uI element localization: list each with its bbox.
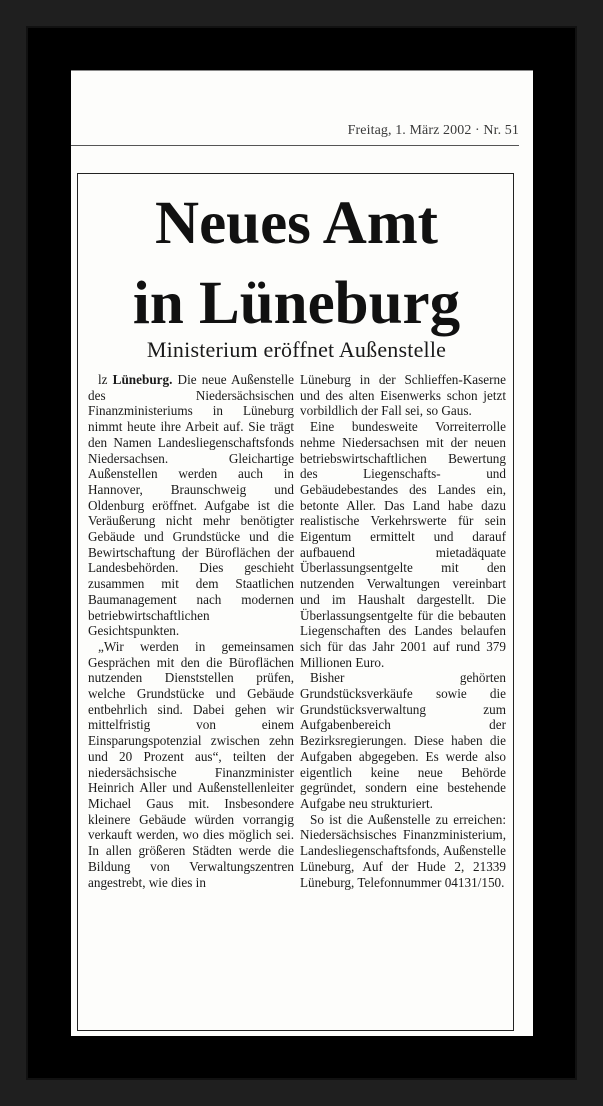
headline-line-1: Neues Amt [155,190,438,257]
article-box [77,173,514,1031]
article-paragraph-1 [88,372,294,639]
paragraph-1-text: Die neue Außenstelle des Niedersächsischen Finanzministeriums in Lüneburg nimmt heute ihre Arbeit auf. Sie trägt den Namen Landesliegenschaftsfonds Niedersachsen. Gleichartige Außenstellen werden auch in Hannover, Braunschweig und Oldenburg eröffnet. Aufgabe ist die Veräußerung nicht mehr benötigter Gebäude und Grundstücke und die Bewirtschaftung der Büroflächen der Landesbehörden. Dies geschieht zusammen mit dem Staatlichen Baumanagement nach modernen betriebwirtschaftlichen Gesichtspunkten. [88,372,294,639]
article-paragraph-5: So ist die Außenstelle zu erreichen: Niedersächsisches Finanzministerium, Landesliegenschaftsfonds, Außenstelle Lüneburg, Auf der Hude 2, 21339 Lüneburg, Telefonnummer 04131/150. [300,811,506,890]
dateline: Lüneburg. [112,372,173,387]
headline-line-2: in Lüneburg [132,270,461,337]
article-column-right [300,372,506,890]
article-paragraph-4: Bisher gehörten Grundstücksverkäufe sowie die Grundstücksverwaltung zum Aufgabenbereich der Bezirksregierungen. Diese haben die Aufgaben abgegeben. Es werde also eigentlich keine neue Behörde gegründet, sondern eine bestehende Aufgabe neu strukturiert. [300,670,506,811]
subheadline: Ministerium eröffnet Außenstelle [146,337,447,362]
article-paragraph-3: Eine bundesweite Vorreiterrolle nehme Niedersachsen mit der neuen betriebswirtschaftlichen Bewertung des Liegenschafts- und Gebäudebestandes des Landes ein, betonte Aller. Das Land habe dazu realistische Verkehrswerte für sein Eigentum ermittelt und darauf aufbauend mietadäquate Überlassungsentgelte mit den nutzenden Verwaltungen vereinbart und im Haushalt dargestellt. Die Überlassungsentgelte für die bebauten Liegenschaften des Landes belaufen sich für das Jahr 2001 auf rund 379 Millionen Euro. [300,419,506,670]
headline [78,184,515,344]
issue-date-line: Freitag, 1. März 2002 · Nr. 51 [347,123,519,138]
article-paragraph-2: „Wir werden in gemeinsamen Gesprächen mit den die Büroflächen nutzenden Dienststellen prüfen, welche Grundstücke und Gebäude entbehrlich sind. Dabei gehen wir mittelfristig von einem Einsparungspotenzial zwischen zehn und 20 Prozent aus“, teilten der niedersächsische Finanzminister Heinrich Aller und Außenstellenleiter Michael Gaus mit. Insbesondere kleinere Gebäude würden vorrangig verkauft werden, wo dies möglich sei. In allen größeren Städten werde die Bildung von Verwaltungszentren angestrebt, wie dies in [88,638,294,890]
article-column-left [88,372,294,890]
author-initials: lz [98,372,108,387]
top-edge-rule [71,70,533,71]
newspaper-clipping [71,70,533,1036]
header-rule [71,145,519,146]
article-paragraph-2-continued: Lüneburg in der Schlieffen-Kaserne und des alten Eisenwerks schon jetzt vorbildlich der Fall sei, so Gaus. [300,372,506,419]
